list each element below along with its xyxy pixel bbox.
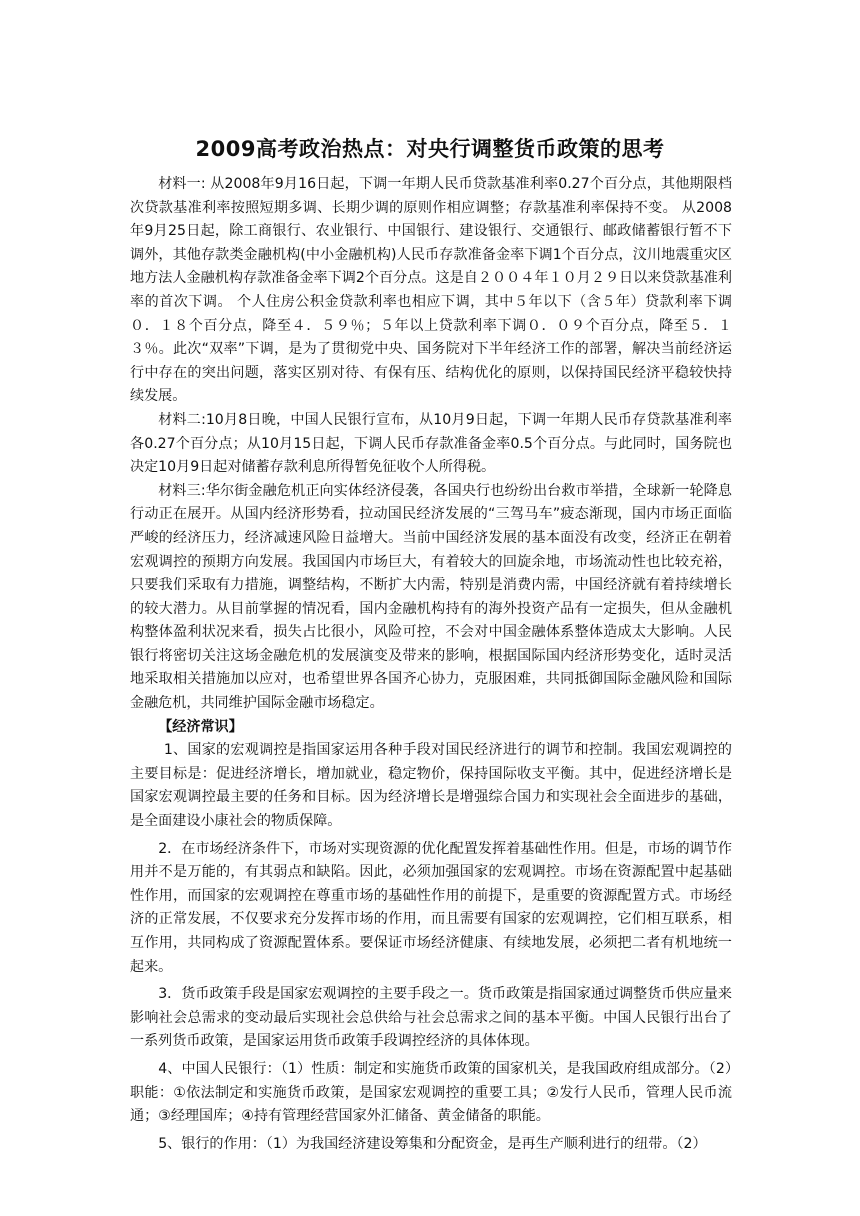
material-2-paragraph: 材料二:10月8日晚，中国人民银行宣布，从10月9日起，下调一年期人民币存贷款基准利率各0.27个百分点；从10月15日起，下调人民币存款准备金率0.5个百分点。与此同时，国务院也决定10月9日起对储蓄存款利息所得暂免征收个人所得税。 <box>130 411 732 476</box>
document-title: 2009高考政治热点：对央行调整货币政策的思考 <box>195 137 665 161</box>
material-3-paragraph: 材料三:华尔街金融危机正向实体经济侵袭，各国央行也纷纷出台救市举措，全球新一轮降息行动正在展开。从国内经济形势看，拉动国民经济发展的“三驾马车”疲态渐现，国内市场正面临严峻的经济压力，经济减速风险日益增大。当前中国经济发展的基本面没有改变，经济正在朝着宏观调控的预期方向发展。我国国内市场巨大，有着较大的回旋余地，市场流动性也比较充裕，只要我们采取有力措施，调整结构，不断扩大内需，特别是消费内需，中国经济就有着持续增长的较大潜力。从目前掌握的情况看，国内金融机构持有的海外投资产品有一定损失，但从金融机构整体盈利状况来看，损失占比很小，风险可控，不会对中国金融体系整体造成太大影响。人民银行将密切关注这场金融危机的发展演变及带来的影响，根据国际国内经济形势变化，适时灵活地采取相关措施加以应对，也希望世界各国齐心协力，克服困难，共同抵御国际金融风险和国际金融危机，共同维护国际金融市场稳定。 <box>130 482 732 712</box>
material-1-paragraph: 材料一: 从2008年9月16日起，下调一年期人民币贷款基准利率0.27个百分点，其他期限档次贷款基准利率按照短期多调、长期少调的原则作相应调整；存款基准利率保持不变。 从2008年9月25日起，除工商银行、农业银行、中国银行、建设银行、交通银行、邮政储蓄银行暂不下调外，其他存款类金融机构(中小金融机构)人民币存款准备金率下调1个百分点，汶川地震重灾区地方法人金融机构存款准备金率下调2个百分点。这是自２００４年１０月２９日以来贷款基准利率的首次下调。 个人住房公积金贷款利率也相应下调，其中５年以下（含５年）贷款利率下调０．１８个百分点，降至４．５９％；５年以上贷款利率下调０．０９个百分点，降至５．１３％。此次“双率”下调，是为了贯彻党中央、国务院对下半年经济工作的部署，解决当前经济运行中存在的突出问题，落实区别对待、有保有压、结构优化的原则，以保持国民经济平稳较快持续发展。 <box>130 176 732 405</box>
knowledge-item-5: 5、银行的作用：（1）为我国经济建设筹集和分配资金，是再生产顺利进行的纽带。（2） <box>158 1135 707 1152</box>
knowledge-item-3: 3．货币政策手段是国家宏观调控的主要手段之一。货币政策是指国家通过调整货币供应量来影响社会总需求的变动最后实现社会总供给与社会总需求之间的基本平衡。中国人民银行出台了一系列货币政策，是国家运用货币政策手段调控经济的具体体现。 <box>130 986 732 1050</box>
document-body <box>130 173 732 1160</box>
section-heading: 【经济常识】 <box>158 718 243 735</box>
knowledge-item-2: 2．在市场经济条件下，市场对实现资源的优化配置发挥着基础性作用。但是，市场的调节作用并不是万能的，有其弱点和缺陷。因此，必须加强国家的宏观调控。市场在资源配置中起基础性作用，而国家的宏观调控在尊重市场的基础性作用的前提下，是重要的资源配置方式。市场经济的正常发展，不仅要求充分发挥市场的作用，而且需要有国家的宏观调控，它们相互联系，相互作用，共同构成了资源配置体系。要保证市场经济健康、有续地发展，必须把二者有机地统一起来。 <box>130 840 732 975</box>
knowledge-item-1: 1、国家的宏观调控是指国家运用各种手段对国民经济进行的调节和控制。我国宏观调控的主要目标是：促进经济增长，增加就业，稳定物价，保持国际收支平衡。其中，促进经济增长是国家宏观调控最主要的任务和目标。因为经济增长是增强综合国力和实现社会全面进步的基础，是全面建设小康社会的物质保障。 <box>130 742 732 830</box>
knowledge-item-4: 4、中国人民银行：（1）性质：制定和实施货币政策的国家机关，是我国政府组成部分。（2）职能：①依法制定和实施货币政策，是国家宏观调控的重要工具；②发行人民币，管理人民币流通；③经理国库；④持有管理经营国家外汇储备、黄金储备的职能。 <box>130 1060 732 1125</box>
